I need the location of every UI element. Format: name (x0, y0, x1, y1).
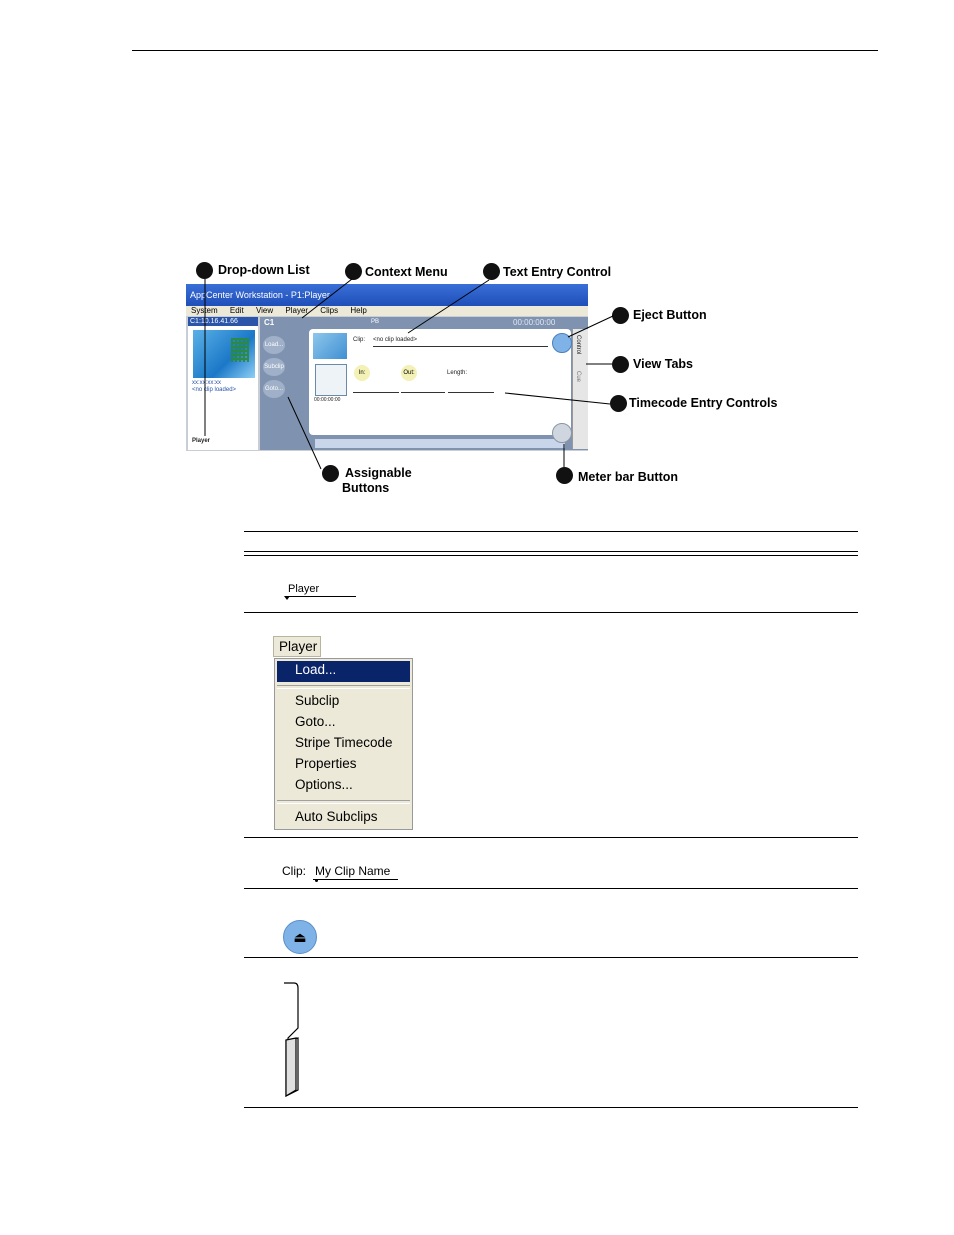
in-button[interactable]: In: (354, 365, 370, 381)
callout-assignable-line1: Assignable (345, 466, 412, 480)
table-top-rule (244, 531, 858, 532)
goto-button[interactable]: Goto... (263, 380, 285, 398)
menu-item-auto-subclips[interactable]: Auto Subclips (295, 809, 378, 824)
callout-assignable-line2: Buttons (342, 481, 390, 495)
example-view-tabs[interactable] (280, 982, 304, 1098)
callout-text-entry: Text Entry Control (503, 265, 612, 279)
row-rule-1 (244, 612, 858, 613)
callout-timecode: Timecode Entry Controls (629, 396, 778, 410)
clip-label: Clip: (353, 337, 366, 343)
player-dropdown[interactable]: Player (192, 438, 211, 444)
main-timecode: 00:00:00:00 (513, 318, 556, 327)
channel-timecode: xx:xx:xx:xx (192, 380, 222, 386)
channel-name: C1 (264, 318, 275, 327)
example-clip-dot (315, 879, 318, 882)
tab-control[interactable]: Control (575, 335, 581, 355)
window-titlebar: AppCenter Workstation - P1:Player (186, 284, 588, 306)
example-clip-underline (313, 879, 398, 880)
tab-cue[interactable]: Cue (575, 371, 581, 383)
out-button[interactable]: Out: (401, 365, 417, 381)
callout-view-tabs: View Tabs (633, 357, 693, 371)
menu-clips[interactable]: Clips (320, 306, 339, 315)
example-dropdown-underline (286, 596, 356, 597)
table-header-rule-double (244, 555, 858, 556)
clock-time: 00:00:00:00 (314, 397, 341, 403)
menu-help[interactable]: Help (350, 306, 367, 315)
context-menu-header[interactable]: Player (273, 636, 321, 657)
row-rule-5 (244, 1107, 858, 1108)
menu-edit[interactable]: Edit (229, 306, 244, 315)
menu-item-stripe-timecode[interactable]: Stripe Timecode (295, 735, 393, 750)
example-clip-field[interactable]: My Clip Name (315, 864, 391, 878)
example-context-menu (273, 636, 413, 828)
eject-icon: ⏏ (293, 929, 307, 945)
menu-view[interactable]: View (255, 306, 274, 315)
menu-item-properties[interactable]: Properties (295, 756, 357, 771)
row-rule-3 (244, 888, 858, 889)
clip-name-field[interactable]: <no clip loaded> (373, 337, 418, 343)
menu-item-load[interactable]: Load... (295, 662, 337, 677)
menu-system[interactable]: System (191, 306, 218, 315)
menu-player[interactable]: Player (285, 306, 309, 315)
menu-separator-1 (277, 685, 410, 689)
example-clip-label: Clip: (282, 864, 307, 878)
callout-eject: Eject Button (633, 308, 707, 322)
menu-item-subclip[interactable]: Subclip (295, 693, 340, 708)
channel-ip: C1:10.16.41.66 (188, 317, 258, 326)
menu-separator-2 (277, 800, 410, 804)
callout-meter: Meter bar Button (578, 470, 678, 484)
example-eject-button[interactable] (283, 920, 317, 954)
example-dropdown-label[interactable]: Player (288, 583, 320, 595)
row-rule-4 (244, 957, 858, 958)
row-rule-2 (244, 837, 858, 838)
pb-label: PB (371, 319, 380, 325)
callout-dropdown-list: Drop-down List (218, 263, 310, 277)
example-dropdown-arrow-icon (284, 596, 290, 600)
callout-context-menu: Context Menu (365, 265, 448, 279)
length-label: Length: (447, 370, 468, 376)
context-menu-list (274, 658, 413, 830)
channel-no-clip: <no clip loaded> (192, 387, 237, 393)
table-header-rule (244, 551, 858, 552)
menu-item-options[interactable]: Options... (295, 777, 353, 792)
subclip-button[interactable]: Subclip (263, 358, 285, 376)
load-button[interactable]: Load... (263, 336, 285, 354)
menu-item-goto[interactable]: Goto... (295, 714, 336, 729)
